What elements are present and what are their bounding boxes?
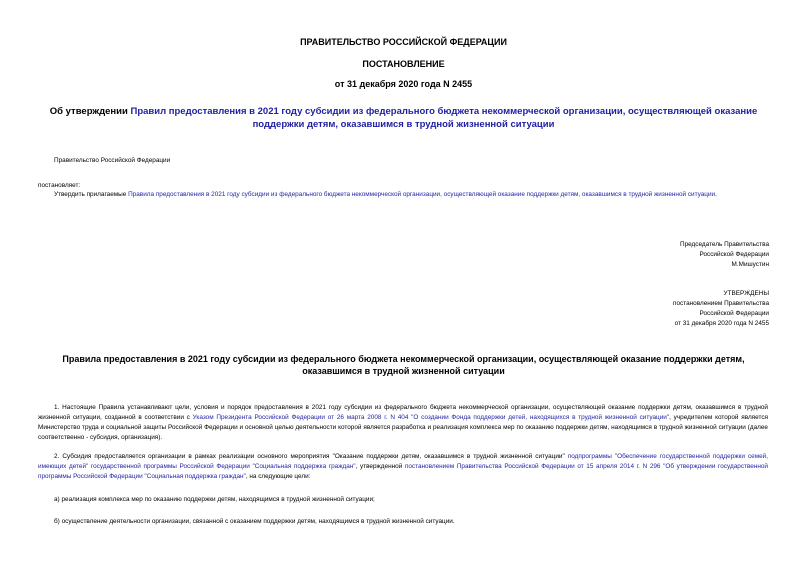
approved-line: Российской Федерации — [699, 310, 769, 317]
rules-title: Правила предоставления в 2021 году субсидии из федерального бюджета некоммерческой организации, осуществляющей оказание поддержки детям, оказавшимся в трудной жизненной ситуации — [62, 354, 745, 376]
title-link[interactable]: Правил предоставления в 2021 году субсидии из федерального бюджета некоммерческой организации, осуществляющей оказание поддержки детям, оказавшимся в трудной жизненной ситуации — [130, 106, 758, 130]
list-item-a: а) реализация комплекса мер по оказанию поддержки детям, находящимся в трудной жизненной ситуации; — [54, 496, 375, 503]
government-line: Правительство Российской Федерации — [54, 157, 171, 164]
government-heading: ПРАВИТЕЛЬСТВО РОССИЙСКОЙ ФЕДЕРАЦИИ — [300, 37, 507, 47]
doc-type-heading: ПОСТАНОВЛЕНИЕ — [362, 59, 445, 69]
paragraph-1-text: 1. Настоящие Правила устанавливают цели, условия и порядок предоставления в 2021 году субсидии из федерального бюджета некоммерческой организации, осуществляющей оказание поддержки детям, оказавшимся в трудной жизненной ситуации, созданной в соответствии с — [38, 404, 768, 421]
document-title — [40, 105, 767, 131]
signature-block — [680, 240, 769, 270]
paragraph-2 — [38, 452, 768, 482]
doc-date-number: от 31 декабря 2020 года N 2455 — [334, 79, 473, 89]
paragraph-2-text: 2. Субсидия предоставляется организации в рамках реализации основного мероприятия "Оказание поддержки детям, оказавшимся в трудной жизненной ситуации" — [54, 453, 568, 460]
approve-paragraph — [38, 190, 768, 200]
paragraph-2-text: , утвержденной — [355, 463, 405, 470]
subprogram-link[interactable]: подпрограммы "Обеспечение государственной поддержки семей, имеющих детей" государственной программы Российской Федерации "Социальная поддержка граждан" — [38, 453, 768, 470]
approve-suffix: . — [715, 191, 717, 198]
signature-line: Председатель Правительства — [680, 241, 769, 248]
signatory-name: М.Мишустин — [731, 261, 769, 268]
approved-line: УТВЕРЖДЕНЫ — [723, 290, 769, 297]
approved-block — [673, 289, 769, 329]
approve-prefix: Утвердить прилагаемые — [54, 191, 129, 198]
approved-line: постановлением Правительства — [673, 300, 769, 307]
paragraph-1 — [38, 403, 768, 443]
decides-line: постановляет: — [38, 182, 81, 189]
resolution-link[interactable]: постановлением Правительства Российской Федерации от 15 апреля 2014 г. N 296 "Об утверждении государственной программы Российской Федерации "Социальная поддержка граждан" — [38, 463, 768, 480]
list-item-b: б) осуществление деятельности организации, связанной с оказанием поддержки детям, находящимся в трудной жизненной ситуации. — [54, 518, 455, 525]
signature-line: Российской Федерации — [699, 251, 769, 258]
paragraph-1-text: , учредителем которой является Министерство труда и социальной защиты Российской Федерации и основной целью деятельности которой является разработка и реализация комплекса мер по оказанию поддержки детям, находящимся в трудной жизненной ситуации (далее соответственно - субсидия, организация). — [38, 414, 768, 441]
decree-link[interactable]: Указом Президента Российской Федерации от 26 марта 2008 г. N 404 "О создании Фонда поддержки детей, находящихся в трудной жизненной ситуации" — [192, 414, 670, 421]
title-prefix: Об утверждении — [49, 106, 131, 117]
approved-line: от 31 декабря 2020 года N 2455 — [674, 320, 769, 327]
paragraph-2-text: , на следующие цели: — [245, 473, 311, 480]
approve-link[interactable]: Правила предоставления в 2021 году субсидии из федерального бюджета некоммерческой организации, осуществляющей оказание поддержки детям, оказавшимся в трудной жизненной ситуации — [128, 191, 716, 198]
